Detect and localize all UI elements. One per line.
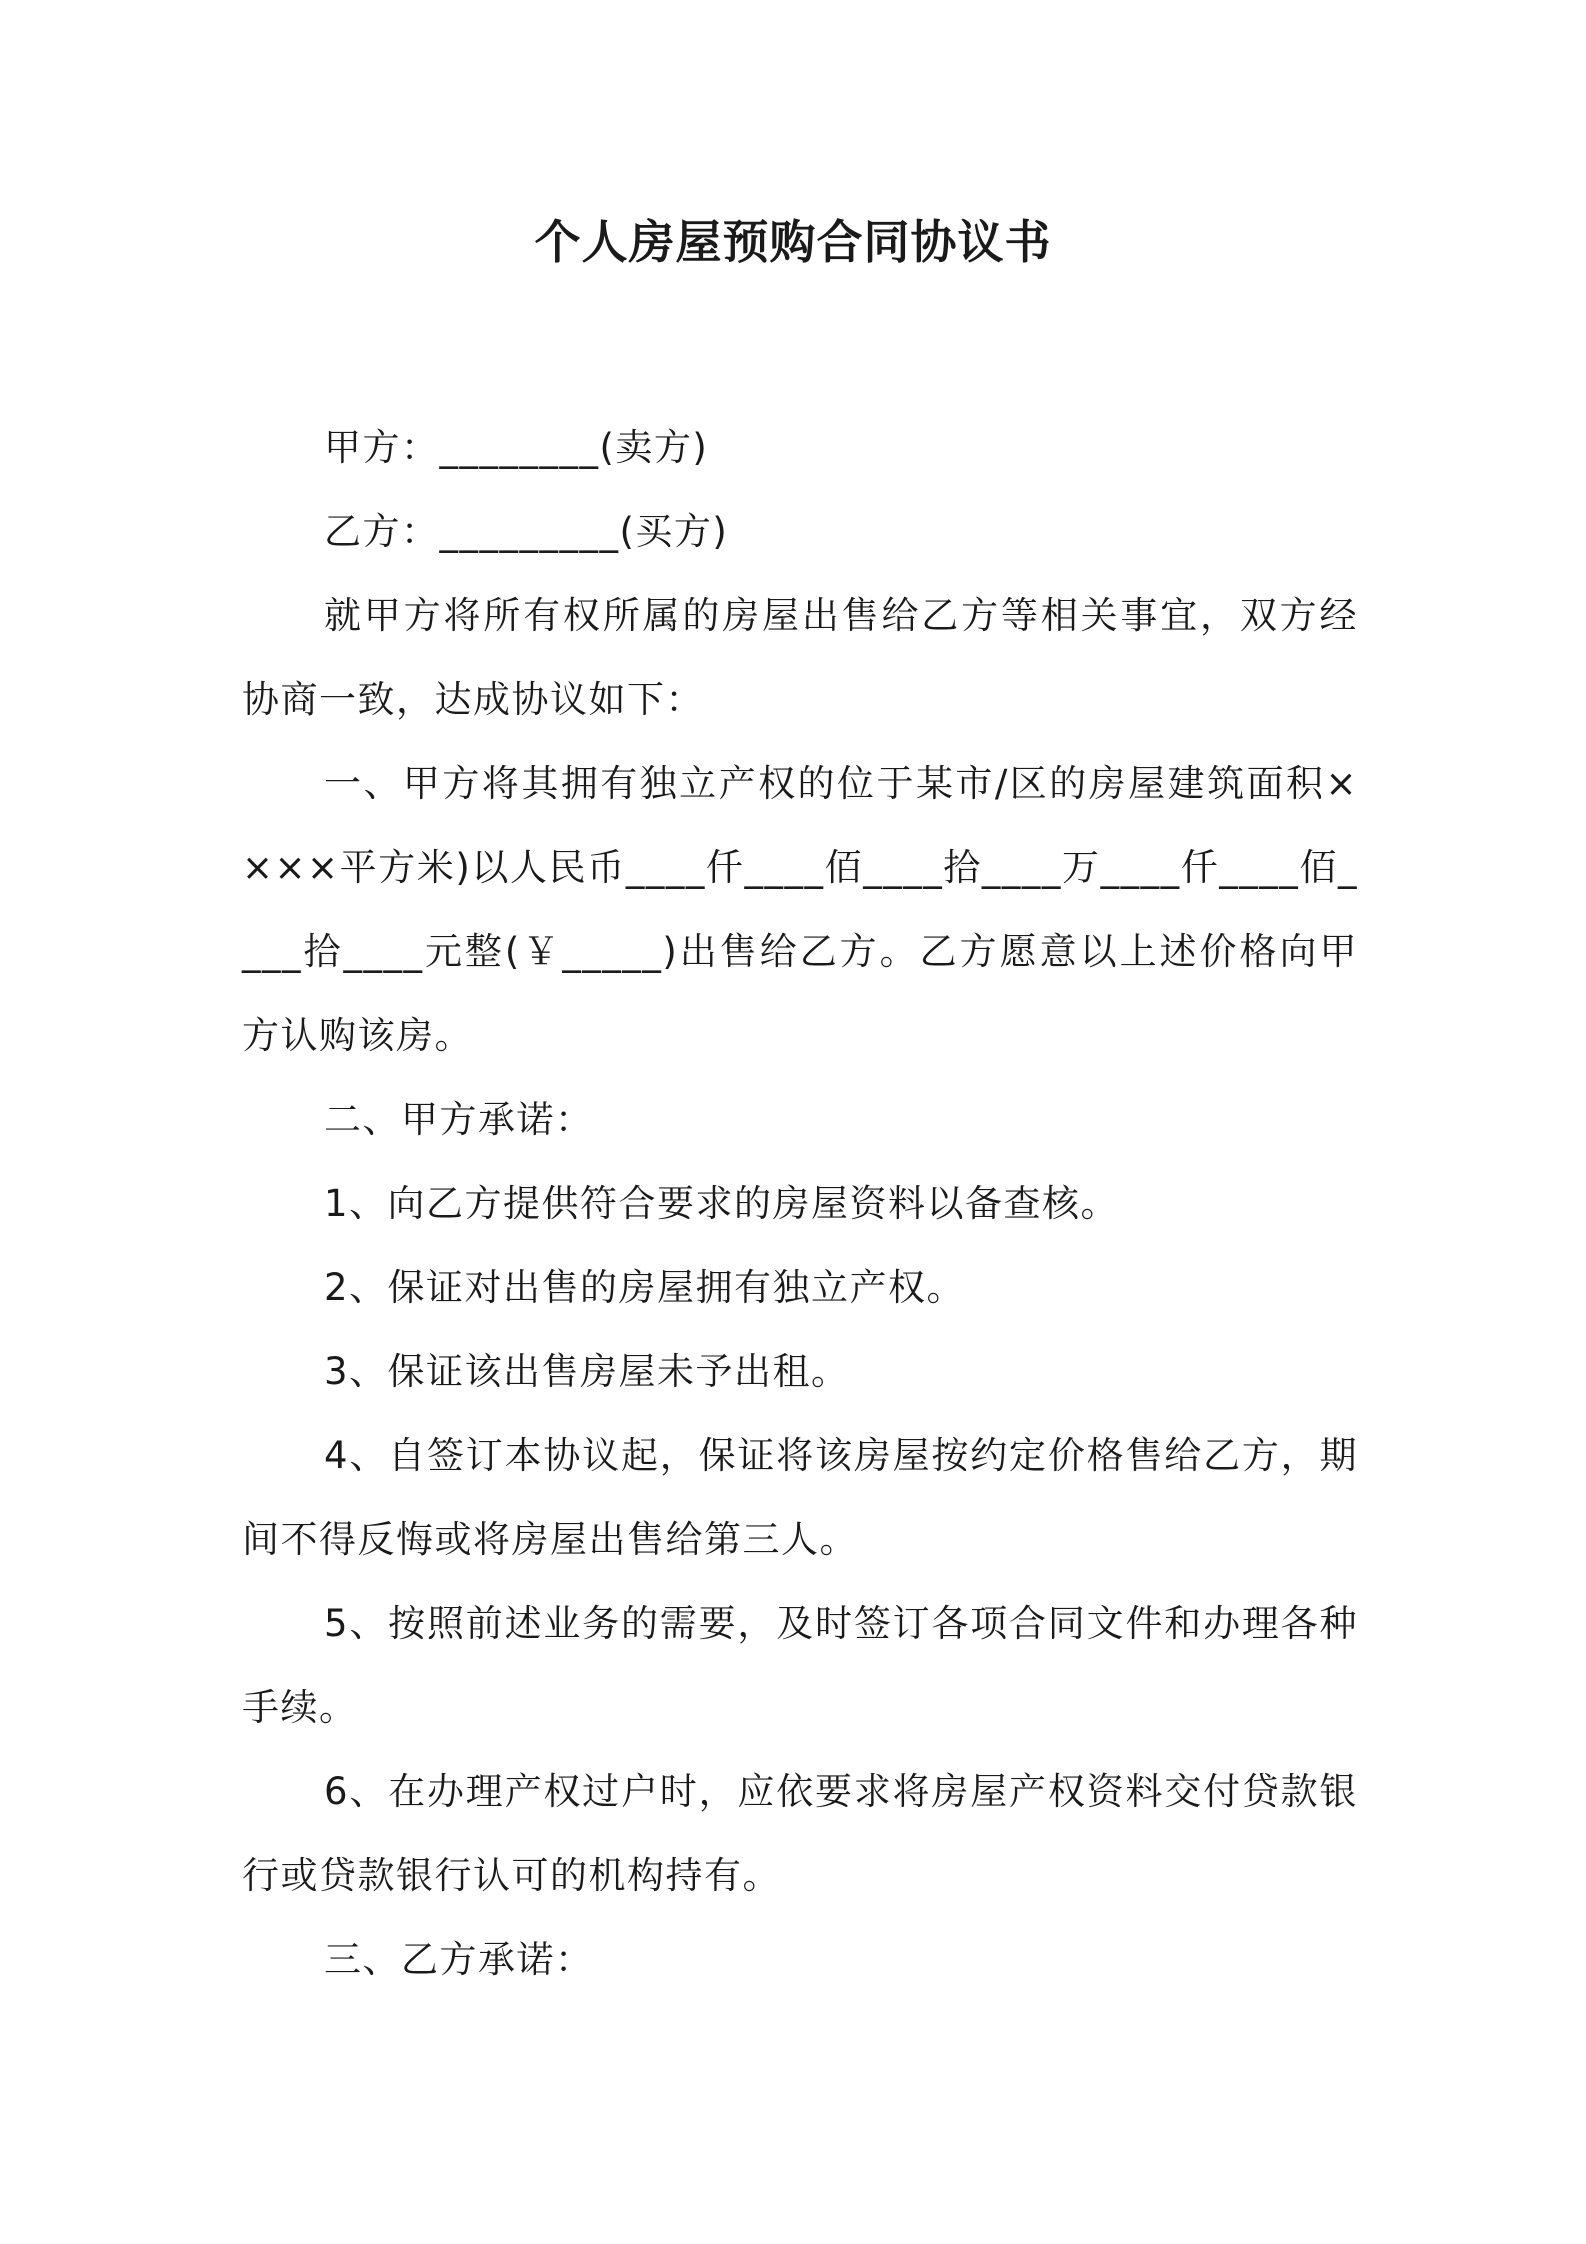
section-2-heading: 二、甲方承诺： [324,1098,594,1141]
section-2-item: 5、按照前述业务的需要，及时签订各项合同文件和办理各种手续。 [242,1602,1358,1729]
document-body [242,406,1358,2002]
section-2-item: 6、在办理产权过户时，应依要求将房屋产权资料交付贷款银行或贷款银行认可的机构持有。 [242,1770,1358,1897]
party-a-line: 甲方：________(卖方) [324,426,709,469]
intro-paragraph: 就甲方将所有权所属的房屋出售给乙方等相关事宜，双方经协商一致，达成协议如下： [242,594,1358,721]
section-3-heading: 三、乙方承诺： [324,1938,594,1981]
section-2-item: 3、保证该出售房屋未予出租。 [324,1350,850,1393]
section-2-item: 4、自签订本协议起，保证将该房屋按约定价格售给乙方，期间不得反悔或将房屋出售给第三人。 [242,1434,1358,1561]
document-title: 个人房屋预购合同协议书 [534,215,1052,269]
section-2-item: 1、向乙方提供符合要求的房屋资料以备查核。 [324,1182,1120,1225]
section-2-item: 2、保证对出售的房屋拥有独立产权。 [324,1266,966,1309]
clause-1: 一、甲方将其拥有独立产权的位于某市/区的房屋建筑面积××××平方米)以人民币____仟____佰____拾____万____仟____佰____拾____元整(￥_____)出售给乙方。乙方愿意以上述价格向甲方认购该房。 [242,762,1358,1057]
party-b-line: 乙方：_________(买方) [324,510,729,553]
